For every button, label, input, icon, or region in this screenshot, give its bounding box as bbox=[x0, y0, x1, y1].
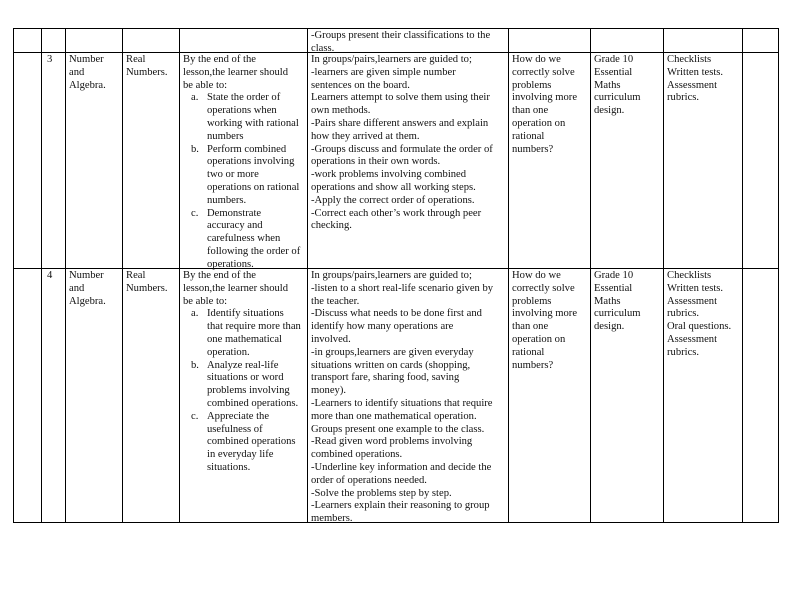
text-line: more than one mathematical operation. bbox=[311, 410, 477, 422]
text-line: rational bbox=[512, 130, 545, 142]
text-line: Maths bbox=[594, 295, 621, 307]
text-line: Real bbox=[126, 270, 146, 281]
text-line: members. bbox=[311, 513, 353, 525]
text-line: situations or word bbox=[207, 372, 284, 384]
text-line: Numbers. bbox=[126, 66, 168, 78]
text-line: usefulness of bbox=[207, 423, 263, 435]
text-line: and bbox=[69, 66, 85, 78]
table-column-border bbox=[122, 28, 123, 523]
week-value: 4 bbox=[47, 270, 53, 281]
text-line: By the end of the bbox=[183, 270, 256, 281]
list-marker: b. bbox=[191, 359, 199, 371]
text-line: class. bbox=[311, 42, 335, 54]
text-line: Assessment bbox=[667, 79, 718, 91]
text-line: operation. bbox=[207, 346, 250, 358]
text-line: Checklists bbox=[667, 54, 712, 65]
text-line: Numbers. bbox=[126, 282, 168, 294]
table-column-border bbox=[65, 28, 66, 523]
text-line: be able to: bbox=[183, 295, 228, 307]
text-line: -Learners explain their reasoning to group bbox=[311, 500, 490, 512]
list-marker: a. bbox=[191, 92, 199, 104]
text-line: Learners attempt to solve them using their bbox=[311, 92, 490, 104]
text-line: operations in their own words. bbox=[311, 156, 441, 168]
text-line: By the end of the bbox=[183, 54, 256, 65]
text-line: curriculum bbox=[594, 308, 641, 320]
learning-outcome-item bbox=[183, 308, 301, 359]
text-line: operations. bbox=[207, 258, 254, 270]
assessment-cell bbox=[667, 270, 731, 360]
learning-resources-cell bbox=[594, 270, 640, 334]
text-line: checking. bbox=[311, 220, 352, 232]
text-line: Algebra. bbox=[69, 79, 106, 91]
text-line: operation on bbox=[512, 117, 566, 129]
text-line: -Solve the problems step by step. bbox=[311, 487, 452, 499]
text-line: sentences on the board. bbox=[311, 79, 410, 91]
text-line: operations involving bbox=[207, 156, 295, 168]
text-line: -learners are given simple number bbox=[311, 66, 456, 78]
list-marker: c. bbox=[191, 410, 199, 422]
text-line: Groups present one example to the class. bbox=[311, 423, 485, 435]
table-row-border bbox=[13, 28, 779, 29]
learning-outcome-item bbox=[183, 411, 301, 475]
text-line: problems bbox=[512, 295, 552, 307]
text-line: -Read given word problems involving bbox=[311, 436, 473, 448]
text-line: correctly solve bbox=[512, 66, 575, 78]
substrand-cell bbox=[126, 270, 168, 296]
learning-outcome-item bbox=[183, 208, 300, 272]
text-line: -Apply the correct order of operations. bbox=[311, 194, 475, 206]
text-line: Number bbox=[69, 54, 104, 65]
text-line: Checklists bbox=[667, 270, 712, 281]
week-value: 3 bbox=[47, 54, 53, 65]
text-line: numbers bbox=[207, 130, 244, 142]
text-line: that require more than bbox=[207, 321, 301, 333]
text-line: involved. bbox=[311, 333, 351, 345]
table-column-border bbox=[742, 28, 743, 523]
text-line: involving more bbox=[512, 92, 578, 104]
text-line: -work problems involving combined bbox=[311, 169, 467, 181]
text-line: Grade 10 bbox=[594, 54, 634, 65]
text-line: -Groups present their classifications to the bbox=[311, 30, 491, 41]
text-line: -Discuss what needs to be done first and bbox=[311, 308, 482, 320]
text-line: Essential bbox=[594, 66, 633, 78]
week-number bbox=[45, 54, 52, 67]
list-marker: c. bbox=[191, 207, 199, 219]
text-line: the teacher. bbox=[311, 295, 360, 307]
learning-activities-cell bbox=[311, 30, 490, 56]
text-line: Assessment bbox=[667, 295, 718, 307]
text-line: design. bbox=[594, 105, 625, 117]
text-line: Perform combined bbox=[207, 143, 287, 155]
text-line: lesson,the learner should bbox=[183, 282, 289, 294]
text-line: operations on rational bbox=[207, 181, 300, 193]
text-line: rubrics. bbox=[667, 92, 700, 104]
learning-outcome-item bbox=[183, 92, 300, 143]
text-line: Written tests. bbox=[667, 282, 724, 294]
text-line: Assessment bbox=[667, 333, 718, 345]
text-line: Number bbox=[69, 270, 104, 281]
table-column-border bbox=[778, 28, 779, 523]
text-line: problems involving bbox=[207, 385, 290, 397]
strand-cell bbox=[69, 54, 106, 92]
text-line: money). bbox=[311, 385, 347, 397]
learning-outcomes-cell bbox=[183, 54, 300, 272]
text-line: -listen to a short real-life scenario given by bbox=[311, 282, 494, 294]
table-column-border bbox=[13, 28, 14, 523]
text-line: -Learners to identify situations that require bbox=[311, 397, 493, 409]
text-line: than one bbox=[512, 105, 549, 117]
text-line: problems bbox=[512, 79, 552, 91]
table-column-border bbox=[179, 28, 180, 523]
table-row-border bbox=[13, 268, 779, 269]
text-line: Algebra. bbox=[69, 295, 106, 307]
text-line: Grade 10 bbox=[594, 270, 634, 281]
text-line: combined operations. bbox=[311, 449, 403, 461]
text-line: carefulness when bbox=[207, 233, 281, 245]
text-line: transport fare, sharing food, saving bbox=[311, 372, 460, 384]
text-line: operations when bbox=[207, 105, 277, 117]
text-line: Analyze real-life bbox=[207, 359, 279, 371]
text-line: own methods. bbox=[311, 105, 371, 117]
text-line: operation on bbox=[512, 333, 566, 345]
learning-outcome-item bbox=[183, 144, 300, 208]
text-line: -Pairs share different answers and explain bbox=[311, 117, 489, 129]
text-line: situations written on cards (shopping, bbox=[311, 359, 471, 371]
text-line: following the order of bbox=[207, 245, 301, 257]
text-line: Essential bbox=[594, 282, 633, 294]
text-line: order of operations needed. bbox=[311, 474, 427, 486]
text-line: Written tests. bbox=[667, 66, 724, 78]
text-line: How do we bbox=[512, 270, 561, 281]
text-line: -Groups discuss and formulate the order of bbox=[311, 143, 493, 155]
text-line: accuracy and bbox=[207, 220, 263, 232]
strand-cell bbox=[69, 270, 106, 308]
text-line: lesson,the learner should bbox=[183, 66, 289, 78]
text-line: numbers? bbox=[512, 359, 554, 371]
text-line: Demonstrate bbox=[207, 207, 262, 219]
learning-resources-cell bbox=[594, 54, 640, 118]
text-line: Appreciate the bbox=[207, 410, 270, 422]
text-line: curriculum bbox=[594, 92, 641, 104]
text-line: In groups/pairs,learners are guided to; bbox=[311, 270, 472, 281]
text-line: numbers? bbox=[512, 143, 554, 155]
text-line: combined operations bbox=[207, 436, 296, 448]
list-marker: a. bbox=[191, 308, 199, 320]
text-line: be able to: bbox=[183, 79, 228, 91]
table-column-border bbox=[41, 28, 42, 523]
text-line: correctly solve bbox=[512, 282, 575, 294]
text-line: Real bbox=[126, 54, 146, 65]
text-line: Maths bbox=[594, 79, 621, 91]
learning-outcome-item bbox=[183, 360, 301, 411]
text-line: design. bbox=[594, 321, 625, 333]
text-line: numbers. bbox=[207, 194, 247, 206]
table-column-border bbox=[663, 28, 664, 523]
text-line: -Underline key information and decide the bbox=[311, 461, 492, 473]
text-line: -in groups,learners are given everyday bbox=[311, 346, 474, 358]
learning-activities-cell bbox=[311, 54, 493, 233]
text-line: how they arrived at them. bbox=[311, 130, 420, 142]
text-line: than one bbox=[512, 321, 549, 333]
text-line: Identify situations bbox=[207, 308, 284, 320]
text-line: involving more bbox=[512, 308, 578, 320]
assessment-cell bbox=[667, 54, 723, 105]
table-column-border bbox=[590, 28, 591, 523]
text-line: How do we bbox=[512, 54, 561, 65]
text-line: situations. bbox=[207, 461, 251, 473]
text-line: Oral questions. bbox=[667, 321, 732, 333]
text-line: -Correct each other’s work through peer bbox=[311, 207, 482, 219]
text-line: State the order of bbox=[207, 92, 281, 104]
week-number bbox=[45, 270, 52, 283]
text-line: operations and show all working steps. bbox=[311, 181, 476, 193]
learning-outcomes-cell bbox=[183, 270, 301, 475]
text-line: rubrics. bbox=[667, 346, 700, 358]
key-inquiry-question-cell bbox=[512, 270, 577, 372]
list-marker: b. bbox=[191, 143, 199, 155]
substrand-cell bbox=[126, 54, 168, 80]
table-column-border bbox=[508, 28, 509, 523]
text-line: working with rational bbox=[207, 117, 299, 129]
learning-activities-cell bbox=[311, 270, 493, 526]
text-line: rational bbox=[512, 346, 545, 358]
text-line: one mathematical bbox=[207, 333, 283, 345]
text-line: in everyday life bbox=[207, 449, 274, 461]
text-line: identify how many operations are bbox=[311, 321, 454, 333]
key-inquiry-question-cell bbox=[512, 54, 577, 156]
table-column-border bbox=[307, 28, 308, 523]
text-line: rubrics. bbox=[667, 308, 700, 320]
text-line: and bbox=[69, 282, 85, 294]
text-line: combined operations. bbox=[207, 397, 299, 409]
text-line: In groups/pairs,learners are guided to; bbox=[311, 54, 472, 65]
text-line: two or more bbox=[207, 169, 259, 181]
